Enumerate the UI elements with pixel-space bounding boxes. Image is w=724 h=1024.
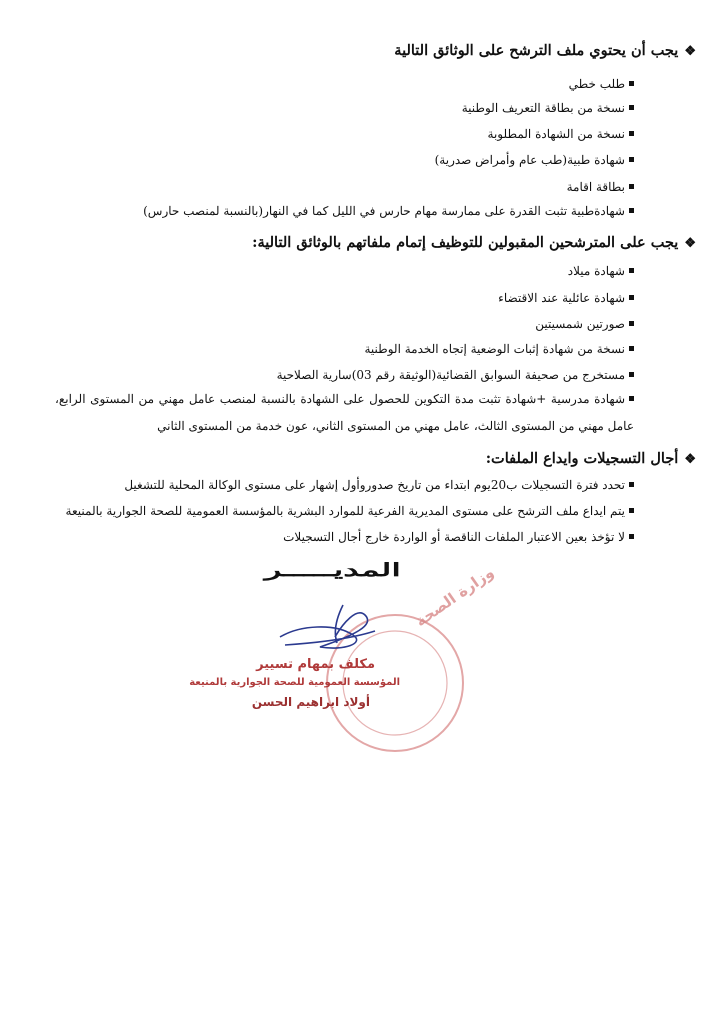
square-bullet-icon <box>629 396 634 401</box>
section2-title: ❖يجب على المترشحين المقبولين للتوظيف إتمام ملفاتهم بالوثائق التالية: <box>252 234 696 251</box>
square-bullet-icon <box>629 321 634 326</box>
diamond-bullet-icon: ❖ <box>684 236 696 251</box>
square-bullet-icon <box>629 184 634 189</box>
list-item: شهادة طبية(طب عام وأمراض صدرية) <box>435 153 634 167</box>
list-item: شهادة ميلاد <box>568 264 634 278</box>
list-item: شهادةطبية تثبت القدرة على ممارسة مهام حارس في الليل كما في النهار(بالنسبة لمنصب حارس) <box>143 204 634 218</box>
square-bullet-icon <box>629 157 634 162</box>
stamp-line: مكلف بمهام تسيير <box>256 657 375 672</box>
list-item: لا تؤخذ بعين الاعتبار الملفات الناقصة أو الواردة خارج أجال التسجيلات <box>283 530 634 544</box>
list-item: نسخة من شهادة إثبات الوضعية إتجاه الخدمة الوطنية <box>364 342 634 356</box>
square-bullet-icon <box>629 372 634 377</box>
list-item: مستخرج من صحيفة السوابق القضائية(الوثيقة رقم 03)سارية الصلاحية <box>277 368 634 382</box>
square-bullet-icon <box>629 268 634 273</box>
section3-title: ❖أجال التسجيلات وايداع الملفات: <box>485 450 696 467</box>
square-bullet-icon <box>629 295 634 300</box>
list-item: شهادة مدرسية +شهادة تثبت مدة التكوين للحصول على الشهادة بالنسبة لمنصب عامل مهني من المستوى الرابع، عامل مهني من المستوى الثالث، عامل مهني من المستوى الثاني، عون خدمة من المستوى الثاني <box>55 392 634 433</box>
list-item: بطاقة اقامة <box>567 180 634 194</box>
list-item: طلب خطي <box>569 77 634 91</box>
diamond-bullet-icon: ❖ <box>684 452 696 467</box>
diamond-bullet-icon: ❖ <box>684 44 696 59</box>
square-bullet-icon <box>629 508 634 513</box>
list-item: نسخة من بطاقة التعريف الوطنية <box>462 101 634 115</box>
list-item: نسخة من الشهادة المطلوبة <box>488 127 634 141</box>
stamp-line: أولاد ابراهيم الحسن <box>251 695 370 709</box>
square-bullet-icon <box>629 482 634 487</box>
section1-title: ❖يجب أن يحتوي ملف الترشح على الوثائق التالية <box>394 42 696 59</box>
square-bullet-icon <box>629 105 634 110</box>
seal-text: وزارة الصحة <box>411 563 498 631</box>
list-item: صورتين شمسيتين <box>535 317 634 331</box>
list-item: تحدد فترة التسجيلات ب20يوم ابتداء من تاريخ صدوروأول إشهار على مستوى الوكالة المحلية للتشغيل <box>124 478 634 492</box>
square-bullet-icon <box>629 534 634 539</box>
list-item: يتم ايداع ملف الترشح على مستوى المديرية الفرعية للموارد البشرية بالمؤسسة العمومية للصحة الجوارية بالمنيعة <box>66 504 634 518</box>
handwritten-signature <box>280 605 375 648</box>
square-bullet-icon <box>629 81 634 86</box>
square-bullet-icon <box>629 131 634 136</box>
director-title: المديـــــر <box>264 560 402 581</box>
square-bullet-icon <box>629 208 634 213</box>
stamp-line: المؤسسة العمومية للصحة الجوارية بالمنيعة <box>189 677 400 688</box>
square-bullet-icon <box>629 346 634 351</box>
list-item: شهادة عائلية عند الاقتضاء <box>498 291 634 305</box>
